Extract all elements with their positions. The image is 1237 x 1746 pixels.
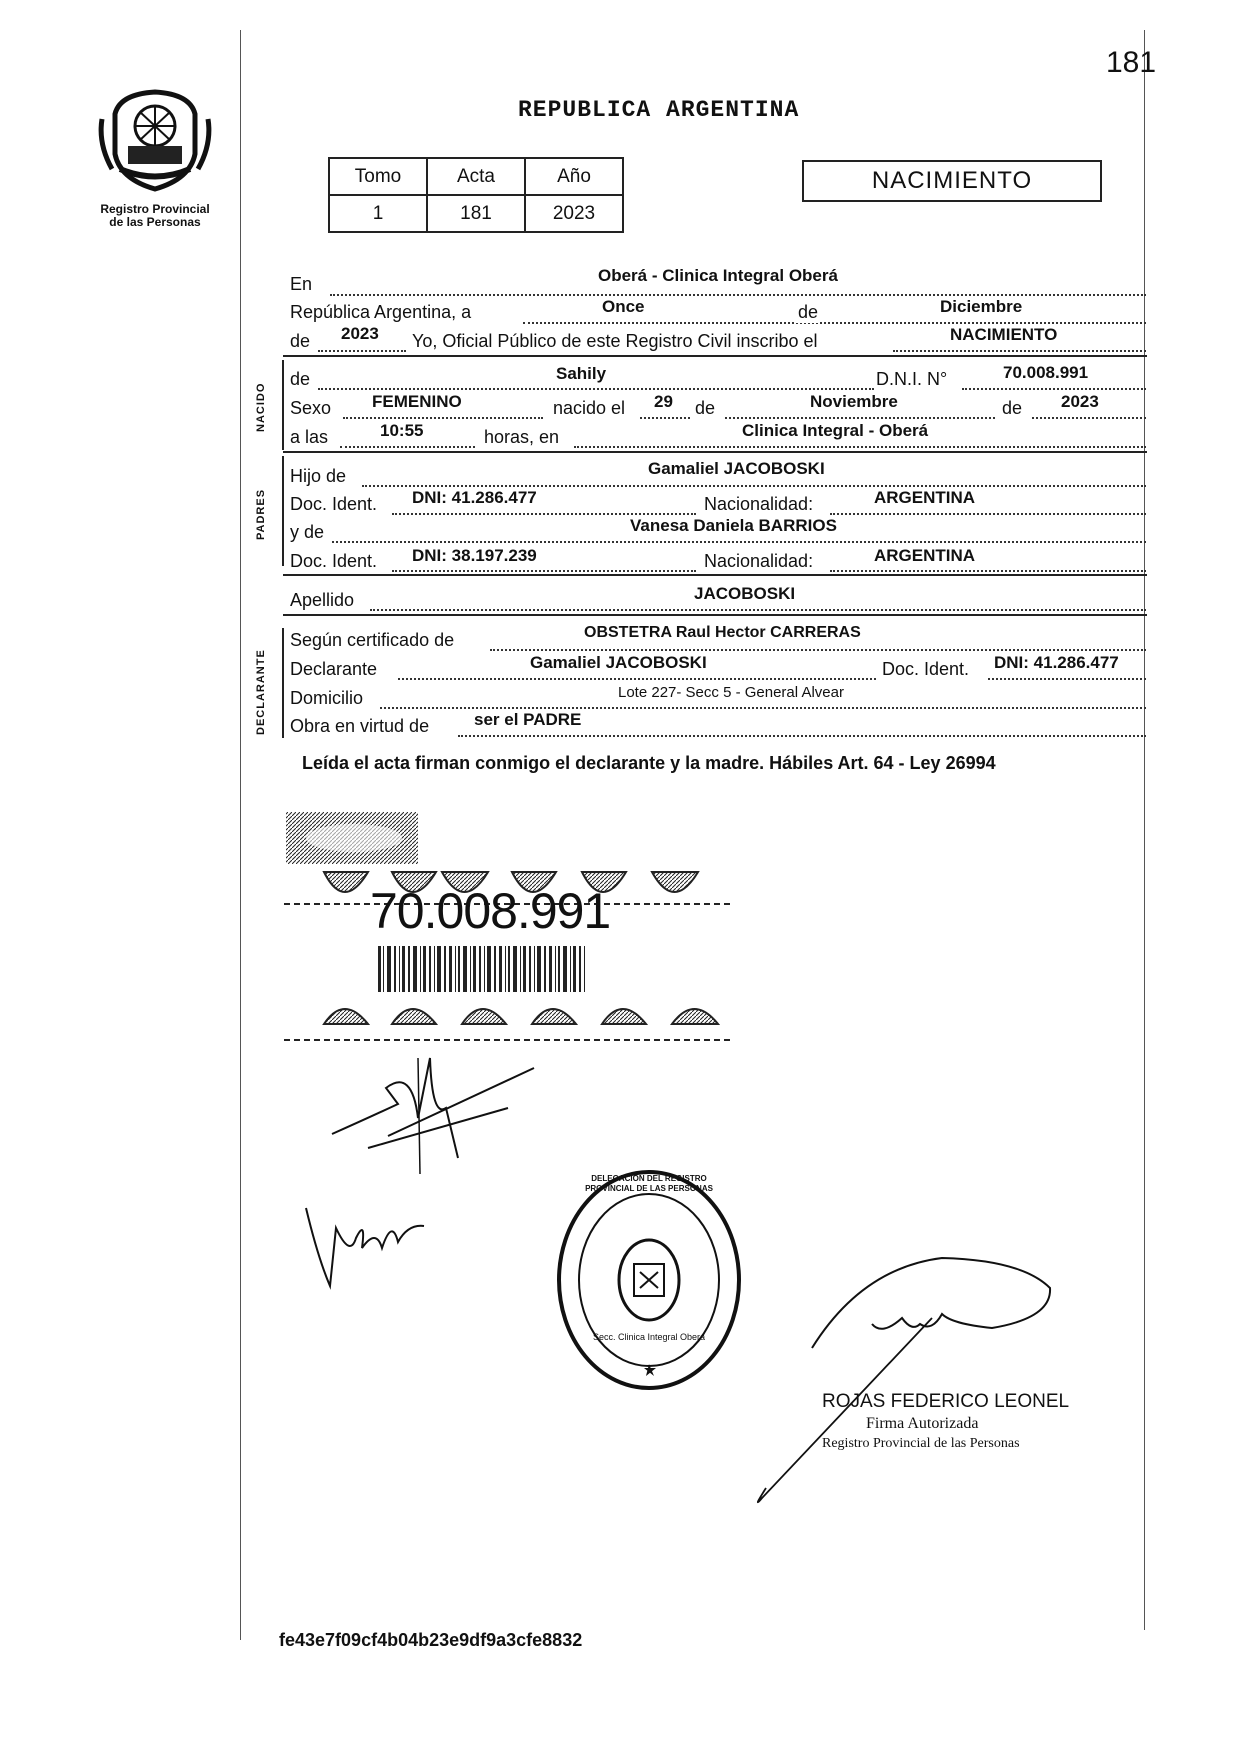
certificado-value: OBSTETRA Raul Hector CARRERAS [584, 624, 861, 641]
section-rule-2 [283, 451, 1147, 453]
domicilio-value: Lote 227- Secc 5 - General Alvear [618, 684, 844, 701]
declarante-label: Declarante [290, 659, 378, 679]
registry-table [328, 157, 624, 233]
registry-value-anio: 2023 [525, 195, 623, 232]
mother-doc-label: Doc. Ident. [290, 551, 378, 571]
en-dots [330, 294, 1146, 296]
stamp-seal-icon [554, 1168, 744, 1392]
time-value: 10:55 [380, 421, 424, 440]
en-value: Oberá - Clinica Integral Oberá [598, 266, 838, 285]
birth-year-value: 2023 [1061, 392, 1099, 411]
sexo-value: FEMENINO [372, 392, 462, 411]
official-stamp [554, 1168, 744, 1392]
domicilio-dots [380, 707, 1146, 709]
mother-nationality-value: ARGENTINA [874, 546, 976, 565]
year-de-label: de [290, 331, 311, 351]
dni-dots [962, 388, 1146, 390]
republica-label: República Argentina, a [290, 302, 472, 322]
mother-doc-value: DNI: 38.197.239 [412, 546, 537, 565]
registry-value-acta: 181 [427, 195, 525, 232]
security-sticker [284, 808, 734, 1044]
signer-role: Firma Autorizada [866, 1415, 979, 1432]
obra-label: Obra en virtud de [290, 716, 430, 736]
birth-month-dots [725, 417, 995, 419]
mother-name-value: Vanesa Daniela BARRIOS [630, 516, 837, 535]
registry-header-acta: Acta [427, 158, 525, 195]
section-rule-3 [283, 574, 1147, 576]
nacido-de-label: de [290, 369, 311, 389]
father-name-value: Gamaliel JACOBOSKI [648, 459, 825, 478]
page-title: REPUBLICA ARGENTINA [518, 97, 800, 123]
declarante-dots [398, 678, 876, 680]
nacido-name-dots [318, 388, 874, 390]
sexo-label: Sexo [290, 398, 332, 418]
authorized-signature-icon [752, 1248, 1082, 1510]
domicilio-label: Domicilio [290, 688, 364, 708]
signer-name: ROJAS FEDERICO LEONEL [822, 1391, 1070, 1412]
registry-logo [90, 84, 220, 234]
yo-text: Yo, Oficial Público de este Registro Civil inscribo el [412, 331, 818, 351]
registry-value-tomo: 1 [329, 195, 427, 232]
apellido-value: JACOBOSKI [694, 584, 796, 603]
sticker-dni-number: 70.008.991 [370, 883, 611, 939]
horas-label: horas, en [484, 427, 560, 447]
de-month-label: de [798, 302, 819, 322]
left-margin-line [240, 30, 241, 1640]
birth-month-value: Noviembre [810, 392, 898, 411]
republica-dots [523, 322, 1146, 324]
declarante-section-label: DECLARANTE [255, 649, 267, 735]
birth-de2-label: de [1002, 398, 1023, 418]
mother-name-dots [332, 541, 1146, 543]
mother-signature-icon [300, 1198, 428, 1296]
registry-header-anio: Año [525, 158, 623, 195]
stamp-inner-text: Secc. Clinica Integral Oberá [592, 1332, 706, 1342]
declarante-doc-dots [988, 678, 1146, 680]
year-value: 2023 [341, 324, 379, 343]
document-hash: fe43e7f09cf4b04b23e9df9a3cfe8832 [279, 1630, 583, 1650]
year-dots [318, 350, 406, 352]
certificado-dots [490, 649, 1146, 651]
birth-de-label: de [695, 398, 716, 418]
en-label: En [290, 274, 313, 294]
dni-label: D.N.I. N° [876, 369, 948, 389]
inscribo-value: NACIMIENTO [950, 325, 1058, 344]
declarante-signature-icon [328, 1048, 540, 1178]
child-dni-value: 70.008.991 [1003, 363, 1089, 382]
day-value: Once [602, 297, 645, 316]
padres-side-bar [282, 456, 284, 566]
father-doc-label: Doc. Ident. [290, 494, 378, 514]
logo-caption-line1: Registro Provincial [100, 202, 210, 216]
signer-office: Registro Provincial de las Personas [822, 1436, 1020, 1451]
apellido-label: Apellido [290, 590, 355, 610]
sexo-dots [343, 417, 543, 419]
nacido-side-bar [282, 360, 284, 450]
stamp-outer-text: DELEGACION DEL REGISTRO PROVINCIAL DE LAS PERSONAS [585, 1174, 713, 1193]
declarante-doc-label: Doc. Ident. [882, 659, 970, 679]
place-dots [574, 446, 1146, 448]
birth-place-value: Clinica Integral - Oberá [742, 421, 929, 440]
month-value: Diciembre [940, 297, 1023, 316]
time-dots [340, 446, 475, 448]
declarante-side-bar [282, 628, 284, 738]
nacido-el-label: nacido el [553, 398, 626, 418]
father-doc-value: DNI: 41.286.477 [412, 488, 537, 507]
section-rule-4 [283, 614, 1147, 616]
nacido-section-label: NACIDO [255, 382, 267, 432]
hijo-de-label: Hijo de [290, 466, 347, 486]
obra-value: ser el PADRE [474, 710, 582, 729]
provincial-emblem-icon [90, 84, 220, 194]
mother-nac-dots [830, 570, 1146, 572]
declarante-doc-value: DNI: 41.286.477 [994, 653, 1119, 672]
padres-section-label: PADRES [255, 488, 267, 540]
logo-caption-line2: de las Personas [109, 215, 201, 229]
certificado-label: Según certificado de [290, 630, 455, 650]
obra-dots [458, 735, 1146, 737]
father-name-dots [362, 485, 1146, 487]
y-de-label: y de [290, 522, 325, 542]
birth-year-dots [1032, 417, 1146, 419]
right-margin-line [1144, 30, 1145, 1630]
page-number: 181 [1106, 46, 1157, 79]
section-rule-1 [283, 355, 1147, 357]
child-name-value: Sahily [556, 364, 607, 383]
father-nationality-value: ARGENTINA [874, 488, 976, 507]
mother-nac-label: Nacionalidad: [704, 551, 814, 571]
birth-day-value: 29 [654, 392, 673, 411]
closing-note: Leída el acta firman conmigo el declarante y la madre. Hábiles Art. 64 - Ley 26994 [302, 753, 996, 773]
apellido-dots [370, 609, 1146, 611]
father-nac-dots [830, 513, 1146, 515]
inscribo-dots [893, 350, 1146, 352]
acta-type-box: NACIMIENTO [802, 160, 1102, 202]
declarante-value: Gamaliel JACOBOSKI [530, 653, 707, 672]
father-doc-dots [392, 513, 696, 515]
mother-doc-dots [392, 570, 696, 572]
father-nac-label: Nacionalidad: [704, 494, 814, 514]
birth-day-dots [640, 417, 690, 419]
registry-header-tomo: Tomo [329, 158, 427, 195]
a-las-label: a las [290, 427, 329, 447]
